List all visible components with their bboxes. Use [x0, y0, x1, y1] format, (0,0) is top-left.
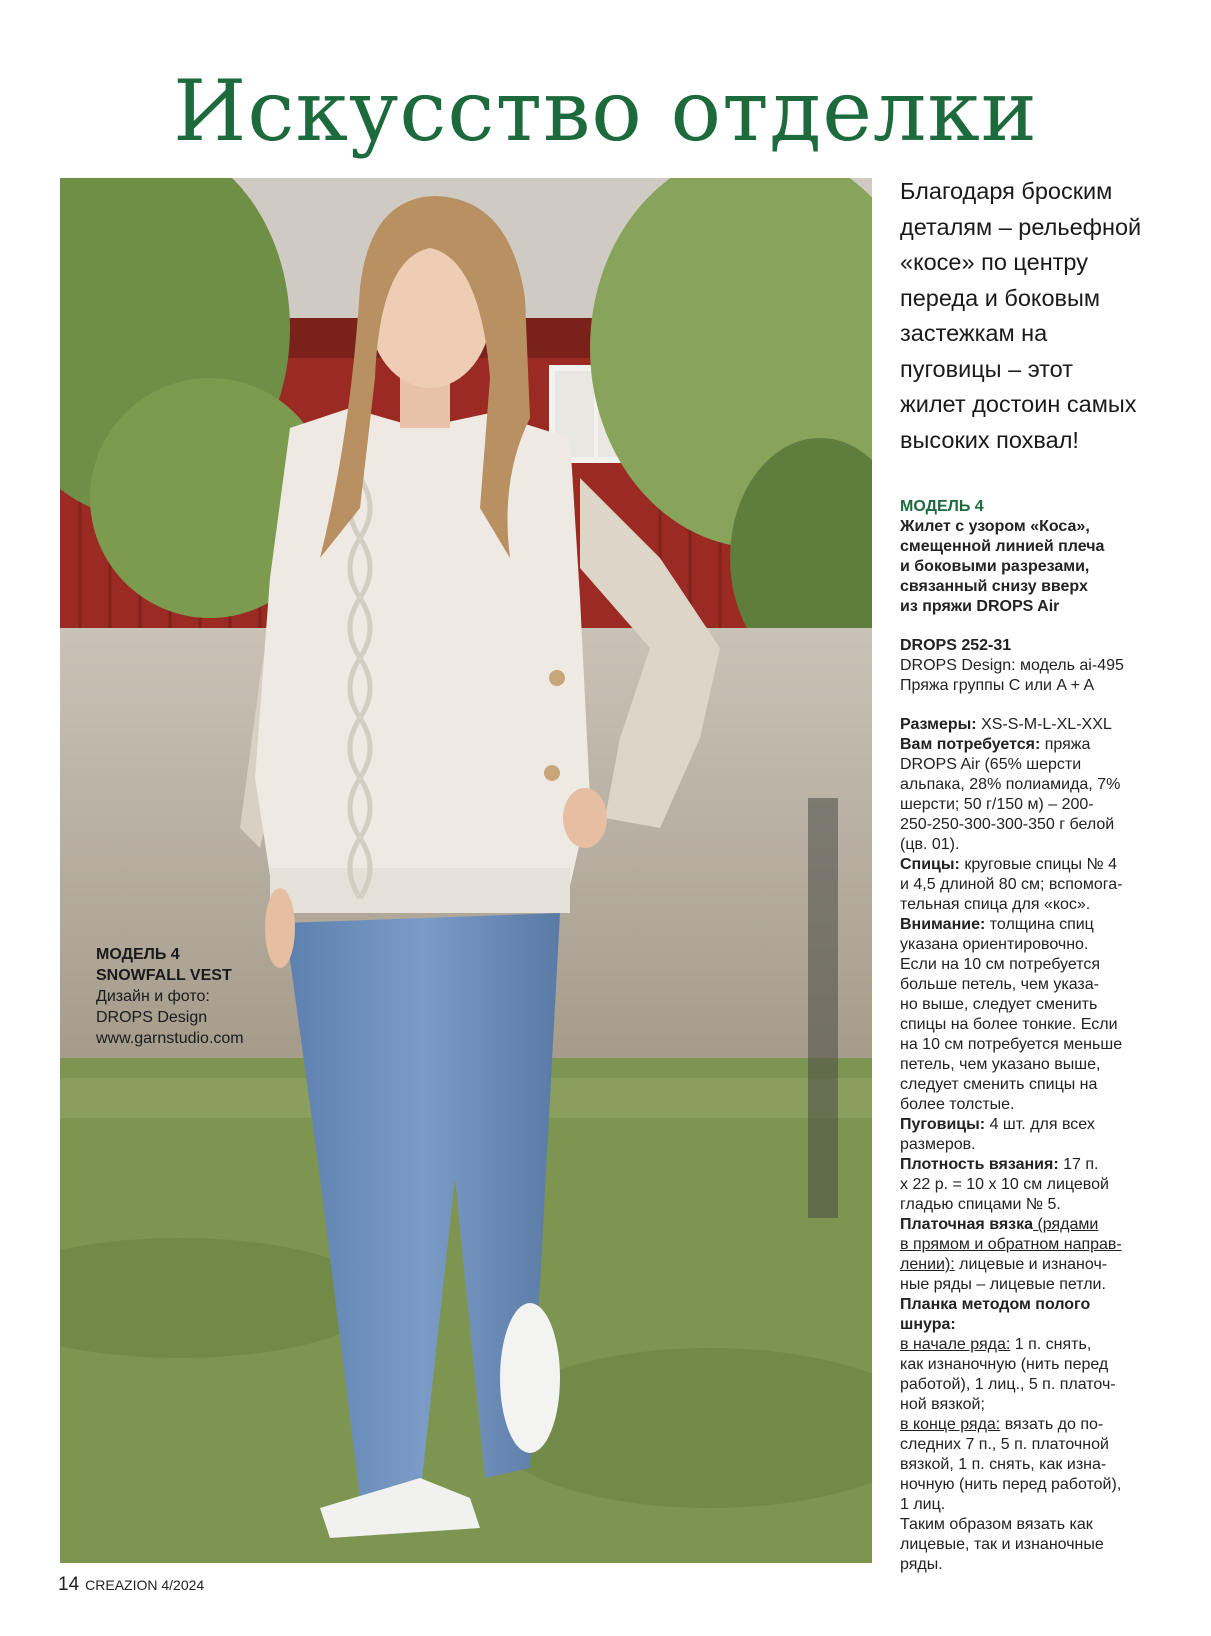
sizes-value: XS-S-M-L-XL-XXL — [981, 716, 1112, 733]
intro-line: Благодаря броским — [900, 178, 1113, 204]
spec-model-label: МОДЕЛЬ 4 — [900, 498, 984, 515]
attention-line: указана ориентировочно. — [900, 936, 1089, 953]
attention-line: толщина спиц — [985, 916, 1094, 933]
need-line: (цв. 01). — [900, 836, 960, 853]
end-line: вязкой, 1 п. снять, как изна- — [900, 1456, 1107, 1473]
page-title: Искусство отделки — [173, 62, 1038, 160]
start-line: 1 п. снять, — [1010, 1336, 1092, 1353]
end-line: 1 лиц. — [900, 1496, 946, 1513]
spec-heading: из пряжи DROPS Air — [900, 598, 1060, 615]
intro-line: жилет достоин самых — [900, 391, 1137, 417]
spec-heading: Жилет с узором «Коса», — [900, 518, 1090, 535]
end-line: ночную (нить перед работой), — [900, 1476, 1122, 1493]
garter-line: ные ряды – лицевые петли. — [900, 1276, 1106, 1293]
start-line: как изнаночную (нить перед — [900, 1356, 1109, 1373]
spec-design: DROPS Design: модель ai-495 — [900, 657, 1124, 674]
spec-garter — [900, 1215, 1200, 1235]
start-line: ной вязкой; — [900, 1396, 985, 1413]
pattern-spec — [900, 497, 1200, 1575]
caption-credit: Дизайн и фото: — [96, 988, 210, 1005]
attention-line: Если на 10 см потребуется — [900, 956, 1101, 973]
spec-density — [900, 1155, 1200, 1175]
edge-label: Планка методом полого — [900, 1296, 1091, 1313]
needles-line: и 4,5 длиной 80 см; вспомога- — [900, 876, 1123, 893]
need-line: DROPS Air (65% шерсти — [900, 756, 1082, 773]
intro-text — [900, 174, 1200, 458]
spec-heading: и боковыми разрезами, — [900, 558, 1090, 575]
spec-heading: связанный снизу вверх — [900, 578, 1088, 595]
need-label: Вам потребуется: — [900, 736, 1041, 753]
spec-needles — [900, 855, 1200, 875]
start-line: работой), 1 лиц., 5 п. платоч- — [900, 1376, 1116, 1393]
final-line: лицевые, так и изнаночные — [900, 1536, 1104, 1553]
spec-sizes — [900, 715, 1200, 735]
photo-caption — [96, 944, 336, 1049]
garter-underlined: лении): — [900, 1256, 955, 1273]
caption-name: SNOWFALL VEST — [96, 967, 232, 984]
magazine-name: CREAZION 4/2024 — [85, 1577, 205, 1593]
density-line: 17 п. — [1058, 1156, 1099, 1173]
buttons-label: Пуговицы: — [900, 1116, 986, 1133]
buttons-line: размеров. — [900, 1136, 976, 1153]
garter-label: Платочная вязка — [900, 1216, 1034, 1233]
end-line: вязать до по- — [1000, 1416, 1104, 1433]
need-line: пряжа — [1040, 736, 1091, 753]
attention-line: на 10 см потребуется меньше — [900, 1036, 1123, 1053]
attention-line: но выше, следует сменить — [900, 996, 1098, 1013]
end-line: следних 7 п., 5 п. платочной — [900, 1436, 1109, 1453]
caption-url: www.garnstudio.com — [96, 1030, 244, 1047]
edge-label: шнура: — [900, 1316, 956, 1333]
spec-code: DROPS 252-31 — [900, 637, 1012, 654]
garter-underlined: (рядами — [1033, 1216, 1099, 1233]
final-line: Таким образом вязать как — [900, 1516, 1093, 1533]
spec-yarn-group: Пряжа группы C или A + A — [900, 677, 1095, 694]
caption-credit-name: DROPS Design — [96, 1009, 208, 1026]
garter-line: лицевые и изнаноч- — [954, 1256, 1108, 1273]
sizes-label: Размеры: — [900, 716, 977, 733]
model-photo — [60, 178, 872, 1563]
density-line: гладью спицами № 5. — [900, 1196, 1061, 1213]
needles-label: Спицы: — [900, 856, 960, 873]
attention-line: следует сменить спицы на — [900, 1076, 1098, 1093]
density-label: Плотность вязания: — [900, 1156, 1059, 1173]
intro-line: «косе» по центру — [900, 249, 1088, 275]
attention-line: спицы на более тонкие. Если — [900, 1016, 1118, 1033]
spec-heading: смещенной линией плеча — [900, 538, 1105, 555]
spec-need — [900, 735, 1200, 755]
need-line: 250-250-300-300-350 г белой — [900, 816, 1115, 833]
density-line: x 22 р. = 10 x 10 см лицевой — [900, 1176, 1109, 1193]
buttons-line: 4 шт. для всех — [985, 1116, 1095, 1133]
intro-line: переда и боковым — [900, 284, 1101, 311]
spec-buttons — [900, 1115, 1200, 1135]
final-line: ряды. — [900, 1556, 943, 1573]
attention-line: петель, чем указано выше, — [900, 1056, 1101, 1073]
attention-label: Внимание: — [900, 916, 986, 933]
spec-attention — [900, 915, 1200, 935]
start-label: в начале ряда: — [900, 1336, 1011, 1353]
need-line: альпака, 28% полиамида, 7% — [900, 776, 1121, 793]
end-label: в конце ряда: — [900, 1416, 1001, 1433]
needles-line: круговые спицы № 4 — [959, 856, 1117, 873]
needles-line: тельная спица для «кос». — [900, 896, 1091, 913]
garter-underlined: в прямом и обратном направ- — [900, 1236, 1122, 1253]
intro-line: застежкам на — [900, 320, 1048, 346]
need-line: шерсти; 50 г/150 м) – 200- — [900, 796, 1094, 813]
intro-line: деталям – рельефной — [900, 213, 1142, 240]
intro-line: пуговицы – этот — [900, 355, 1073, 382]
page-number: 14 — [58, 1574, 80, 1595]
photo-illustration — [60, 178, 872, 1563]
page-footer — [58, 1574, 204, 1596]
attention-line: больше петель, чем указа- — [900, 976, 1099, 993]
attention-line: более толстые. — [900, 1096, 1015, 1113]
caption-model: МОДЕЛЬ 4 — [96, 946, 180, 963]
intro-line: высоких похвал! — [900, 426, 1079, 453]
